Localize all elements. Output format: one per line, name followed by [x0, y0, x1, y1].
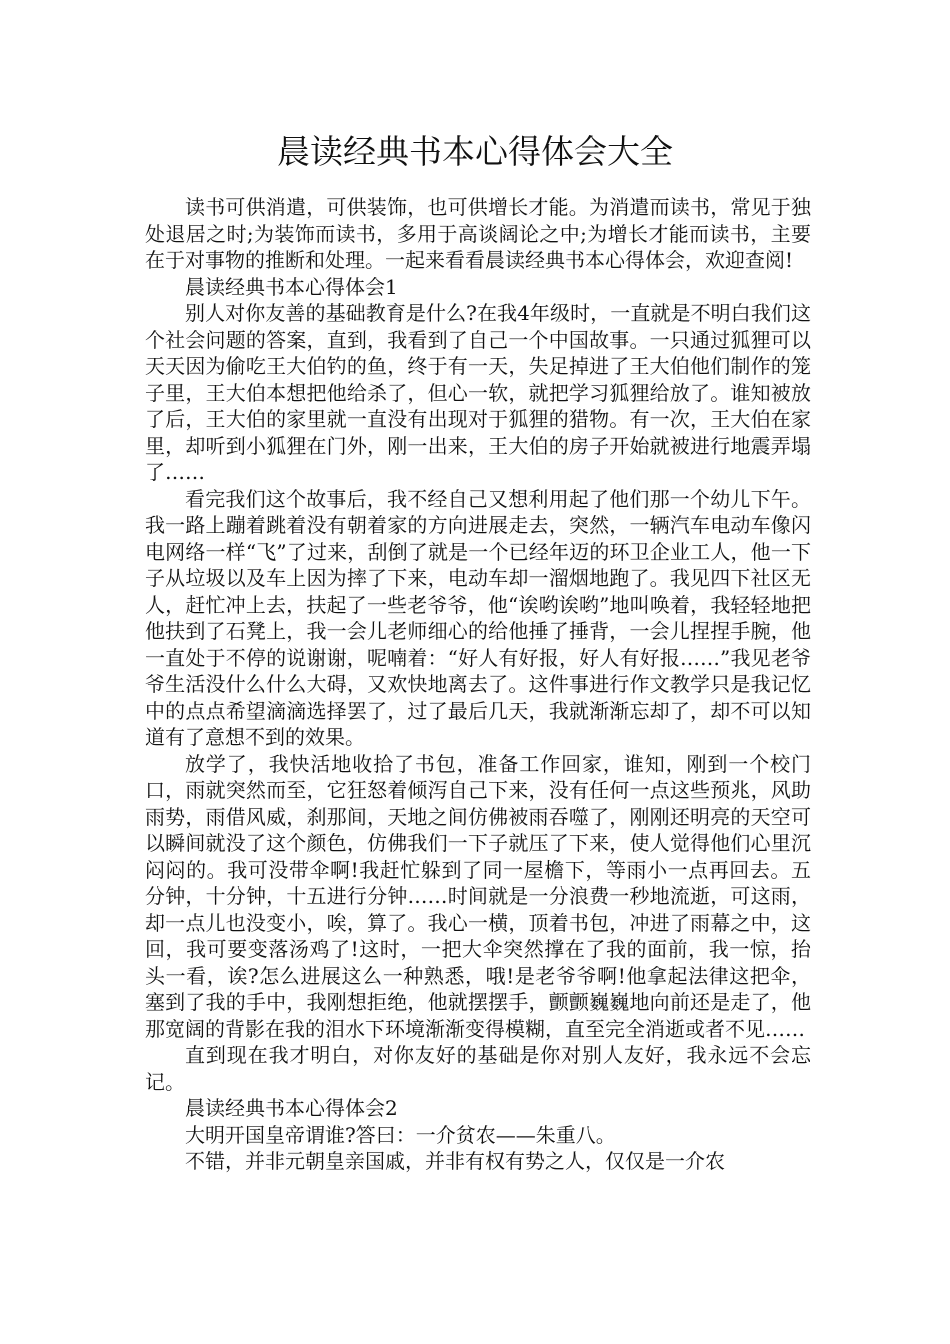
- section-heading-2: 晨读经典书本心得体会2: [185, 1096, 398, 1120]
- document-body: [145, 194, 811, 1175]
- body-paragraph: 别人对你友善的基础教育是什么?在我4年级时，一直就是不明白我们这个社会问题的答案，直到，我看到了自己一个中国故事。一只通过狐狸可以天天因为偷吃王大伯钓的鱼，终于有一天，失足掉进了王大伯他们制作的笼子里，王大伯本想把他给杀了，但心一软，就把学习狐狸给放了。谁知被放了后，王大伯的家里就一直没有出现对于狐狸的猎物。有一次，王大伯在家里，却听到小狐狸在门外，刚一出来，王大伯的房子开始就被进行地震弄塌了……: [145, 301, 811, 484]
- body-paragraph: 看完我们这个故事后，我不经自己又想利用起了他们那一个幼儿下午。我一路上蹦着跳着没有朝着家的方向进展走去，突然，一辆汽车电动车像闪电网络一样“飞”了过来，刮倒了就是一个已经年迈的环卫企业工人，他一下子从垃圾以及车上因为摔了下来，电动车却一溜烟地跑了。我见四下社区无人，赶忙冲上去，扶起了一些老爷爷，他“诶哟诶哟”地叫唤着，我轻轻地把他扶到了石凳上，我一会儿老师细心的给他捶了捶背，一会儿捏捏手腕，他一直处于不停的说谢谢，呢喃着：“好人有好报，好人有好报……”我见老爷爷生活没什么什么大碍，又欢快地离去了。这件事进行作文教学只是我记忆中的点点希望滴滴选择罢了，过了最后几天，我就渐渐忘却了，却不可以知道有了意想不到的效果。: [145, 486, 811, 749]
- body-paragraph: 大明开国皇帝谓谁?答曰：一介贫农——朱重八。: [185, 1122, 616, 1147]
- body-paragraph: 不错，并非元朝皇亲国戚，并非有权有势之人，仅仅是一介农: [185, 1149, 725, 1173]
- body-paragraph: 放学了，我快活地收拾了书包，准备工作回家，谁知，刚到一个校门口，雨就突然而至，它狂怒着倾泻自己下来，没有任何一点这些预兆，风助雨势，雨借风威，刹那间，天地之间仿佛被雨吞噬了，刚刚还明亮的天空可以瞬间就没了这个颜色，仿佛我们一下子就压了下来，使人觉得他们心里沉闷闷的。我可没带伞啊!我赶忙躲到了同一屋檐下，等雨小一点再回去。五分钟，十分钟，十五进行分钟……时间就是一分浪费一秒地流逝，可这雨，却一点儿也没变小，唉，算了。我心一横，顶着书包，冲进了雨幕之中，这回，我可要变落汤鸡了!这时，一把大伞突然撑在了我的面前，我一惊，抬头一看，诶?怎么进展这么一种熟悉，哦!是老爷爷啊!他拿起法律这把伞，塞到了我的手中，我刚想拒绝，他就摆摆手，颤颤巍巍地向前还是走了，他那宽阔的背影在我的泪水下环境渐渐变得模糊，直至完全消逝或者不见……: [145, 751, 811, 1041]
- body-paragraph: 直到现在我才明白，对你友好的基础是你对别人友好，我永远不会忘记。: [145, 1043, 811, 1094]
- section-heading-1: 晨读经典书本心得体会1: [185, 274, 398, 299]
- intro-paragraph: 读书可供消遣，可供装饰，也可供增长才能。为消遣而读书，常见于独处退居之时;为装饰而读书，多用于高谈阔论之中;为增长才能而读书，主要在于对事物的推断和处理。一起来看看晨读经典书本心得体会，欢迎查阅!: [145, 195, 811, 272]
- document-title: 晨读经典书本心得体会大全: [277, 132, 673, 171]
